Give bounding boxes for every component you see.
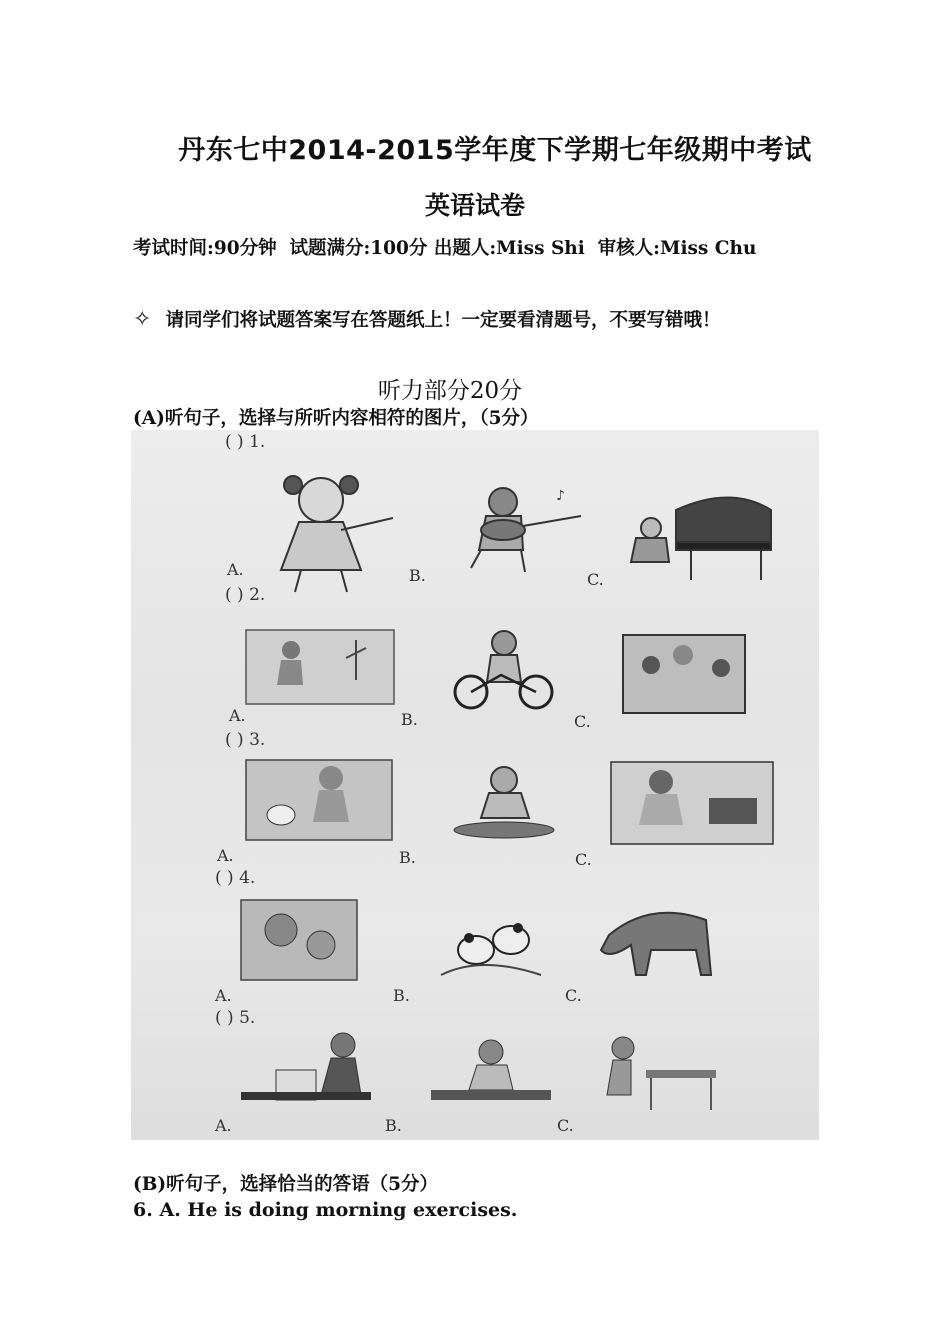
listening-pictures-photo: [131, 430, 819, 1140]
question-label: ( ) 1.: [225, 432, 266, 452]
listening-section-title: 听力部分20分: [377, 378, 523, 404]
exam-title: 丹东七中2014-2015学年度下学期七年级期中考试: [178, 135, 812, 166]
option-c-label: C.: [565, 986, 582, 1005]
option-b-label: B.: [409, 566, 426, 585]
question-label: ( ) 2.: [225, 585, 266, 605]
option-b-label: B.: [385, 1116, 402, 1135]
question-5-pictures: [131, 430, 819, 1140]
notice-line: [133, 306, 720, 332]
question-6-option-a: 6. A. He is doing morning exercises.: [133, 1199, 518, 1221]
option-a-label: A.: [215, 1116, 232, 1135]
option-c-label: C.: [575, 850, 592, 869]
notice-text: 请同学们将试题答案写在答题纸上！一定要看清题号，不要写错哦！: [165, 310, 721, 331]
part-a-instruction: (A)听句子，选择与所听内容相符的图片，（5分）: [133, 408, 539, 429]
question-label: ( ) 3.: [225, 730, 266, 750]
option-a-label: A.: [215, 986, 232, 1005]
exam-info-line: 考试时间:90分钟 试题满分:100分 出题人:Miss Shi 审核人:Miss Chu: [133, 238, 757, 259]
option-b-label: B.: [401, 710, 418, 729]
question-label: ( ) 5.: [215, 1008, 256, 1028]
option-a-label: A.: [217, 846, 234, 865]
option-c-label: C.: [574, 712, 591, 731]
part-b-instruction: (B)听句子，选择恰当的答语（5分）: [133, 1174, 439, 1195]
option-c-label: C.: [587, 570, 604, 589]
option-a-label: A.: [229, 706, 246, 725]
question-label: ( ) 4.: [215, 868, 256, 888]
four-pointed-star-icon: ✧: [133, 307, 152, 332]
svg-text:♪: ♪: [556, 488, 565, 504]
option-c-label: C.: [557, 1116, 574, 1135]
option-a-label: A.: [227, 560, 244, 579]
option-b-label: B.: [393, 986, 410, 1005]
exam-subject-title: 英语试卷: [424, 191, 525, 220]
option-b-label: B.: [399, 848, 416, 867]
